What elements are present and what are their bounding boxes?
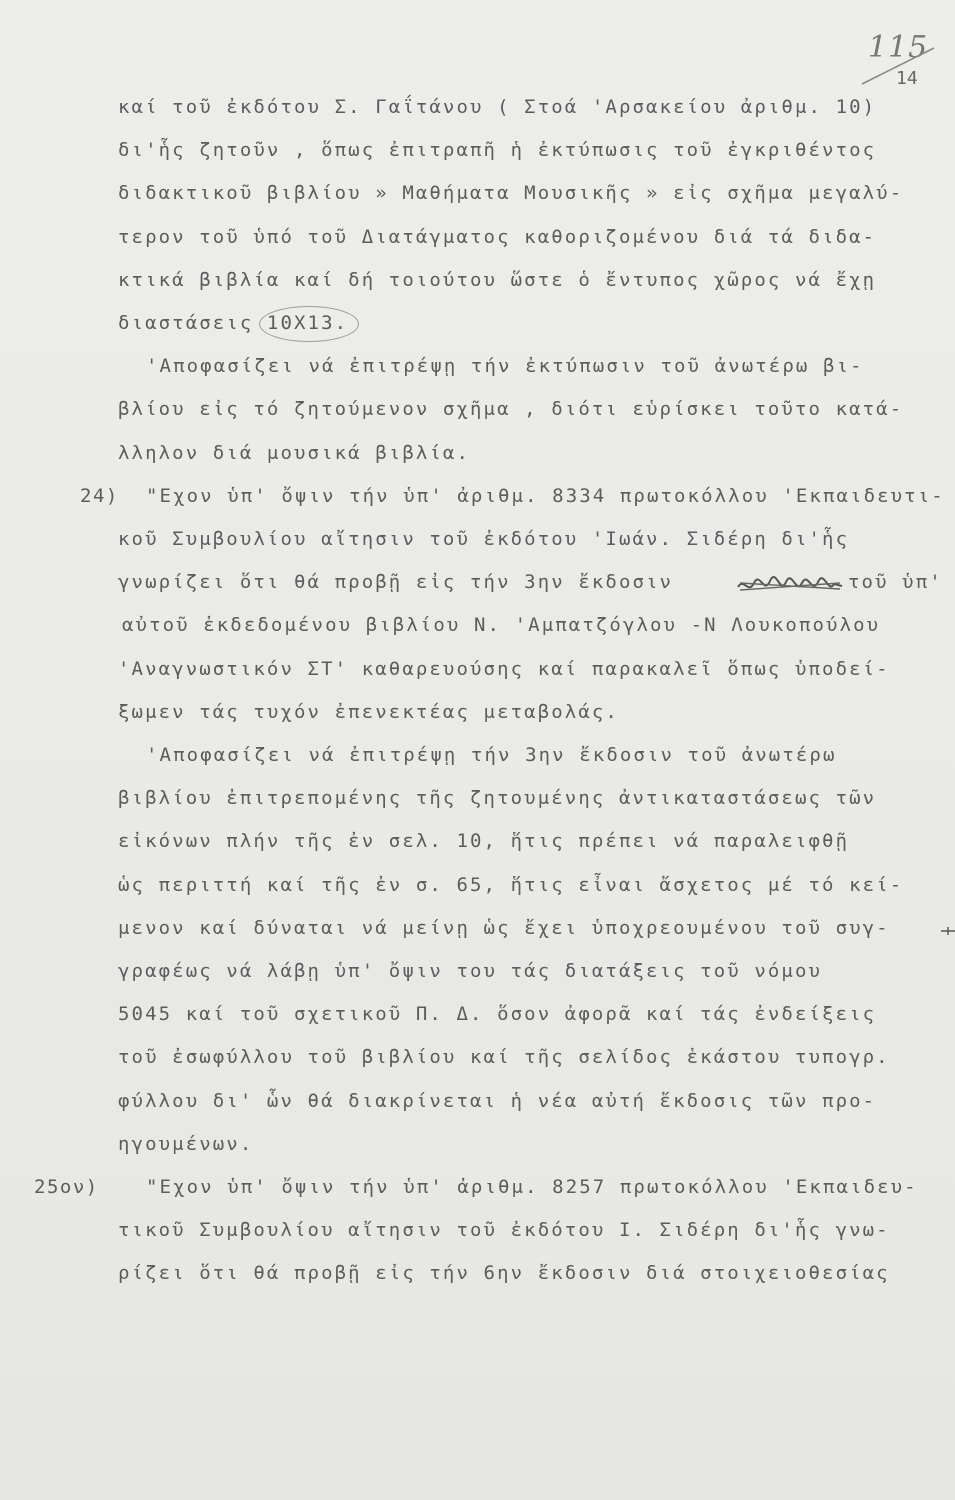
text-line: ηγουμένων. <box>118 1132 254 1155</box>
text-line: τικοῦ Συμβουλίου αἴτησιν τοῦ ἐκδότου Ι. Σιδέρη δι'ἧς γνω- <box>118 1219 890 1242</box>
text-line: δι'ἧς ζητοῦν , ὅπως ἐπιτραπῆ ἡ ἐκτύπωσις τοῦ ἐγκριθέντος <box>118 139 877 162</box>
text-line: λληλον διά μουσικά βιβλία. <box>118 441 471 464</box>
text-line: 'Αποφασίζει νά ἐπιτρέψῃ τήν ἐκτύπωσιν τοῦ ἀνωτέρω βι- <box>146 355 864 378</box>
text-line: εἰκόνων πλήν τῆς ἐν σελ. 10, ἥτις πρέπει νά παραλειφθῇ <box>118 830 850 853</box>
text-line: τοῦ ἐσωφύλλου τοῦ βιβλίου καί τῆς σελίδος ἑκάστου τυπογρ. <box>118 1046 890 1069</box>
typed-page-number: 14 <box>896 68 918 89</box>
text-line: φύλλου δι' ὧν θά διακρίνεται ἡ νέα αὐτή ἔκδοσις τῶν προ- <box>118 1089 877 1112</box>
text-line: βλίου εἰς τό ζητούμενον σχῆμα , διότι εὑρίσκει τοῦτο κατά- <box>118 398 904 421</box>
text-line: "Εχον ὑπ' ὄψιν τήν ὑπ' ἀριθμ. 8257 πρωτοκόλλου 'Εκπαιδευ- <box>146 1176 918 1198</box>
text-line: μενον καί δύναται νά μείνῃ ὡς ἔχει ὑποχρεουμένου τοῦ συγ- <box>118 916 890 939</box>
struck-out-word-scribble <box>736 575 844 597</box>
text-line: τερον τοῦ ὑπό τοῦ Διατάγματος καθοριζομένου διά τά διδα- <box>118 225 877 248</box>
text-line: τοῦ ὑπ' <box>848 571 943 594</box>
text-line: αὐτοῦ ἐκδεδομένου βιβλίου Ν. 'Αμπατζόγλου -Ν Λουκοπούλου <box>122 614 881 637</box>
text-line: καί τοῦ ἐκδότου Σ. Γαΐτάνου ( Στοά 'Αρσακείου ἀριθμ. 10) <box>118 96 877 118</box>
handwritten-folio-number: 115 <box>868 30 929 65</box>
text-line: 5045 καί τοῦ σχετικοῦ Π. Δ. ὅσον ἀφορᾶ καί τάς ἐνδείξεις <box>118 1003 877 1026</box>
item-number: 25ον) <box>34 1176 99 1198</box>
circled-dimensions-mark <box>259 306 359 342</box>
text-line: κτικά βιβλία καί δή τοιούτου ὥστε ὁ ἔντυπος χῶρος νά ἔχῃ <box>118 268 877 291</box>
text-line: ρίζει ὅτι θά προβῇ εἰς τήν 6ην ἔκδοσιν διά στοιχειοθεσίας <box>118 1262 890 1285</box>
item-number: 24) <box>80 484 119 507</box>
text-line: γνωρίζει ὅτι θά προβῇ εἰς τήν 3ην ἔκδοσιν <box>118 571 674 594</box>
text-line: κοῦ Συμβουλίου αἴτησιν τοῦ ἐκδότου 'Ιωάν. Σιδέρη δι'ἧς <box>118 528 850 550</box>
text-line: ὡς περιττή καί τῆς ἐν σ. 65, ἥτις εἶναι ἄσχετος μέ τό κεί- <box>118 873 904 896</box>
text-line: "Εχον ὑπ' ὄψιν τήν ὑπ' ἀριθμ. 8334 πρωτοκόλλου 'Εκπαιδευτι- <box>146 484 945 507</box>
text-line: διδακτικοῦ βιβλίου » Μαθήματα Μουσικῆς » εἰς σχῆμα μεγαλύ- <box>118 182 904 205</box>
margin-cross-mark <box>940 926 955 936</box>
text-line: βιβλίου ἐπιτρεπομένης τῆς ζητουμένης ἀντικαταστάσεως τῶν <box>118 787 877 810</box>
text-line: 'Αποφασίζει νά ἐπιτρέψῃ τήν 3ην ἔκδοσιν τοῦ ἀνωτέρω <box>146 744 837 766</box>
text-line: διαστάσεις 10Χ13. <box>118 312 349 334</box>
text-line: ξωμεν τάς τυχόν ἐπενεκτέας μεταβολάς. <box>118 700 619 723</box>
text-line: 'Αναγνωστικόν ΣΤ' καθαρευούσης καί παρακαλεῖ ὅπως ὑποδεί- <box>118 657 890 680</box>
text-line: γραφέως νά λάβῃ ὑπ' ὄψιν του τάς διατάξεις τοῦ νόμου <box>118 960 823 982</box>
